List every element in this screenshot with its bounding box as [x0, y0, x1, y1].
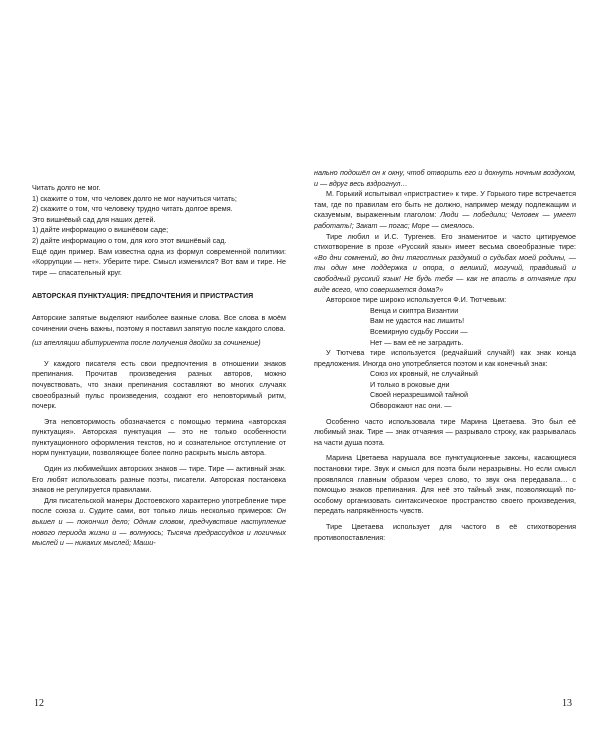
- verse-line: Всемирную судьбу России —: [370, 326, 468, 336]
- paragraph: Эта неповторимость обозначается с помощью термина «авторская пунктуация». Авторская пунктуация — это не только особенности пунктуационного оформления текстов, но и сознательное отступление от норм пунктуации, позволяющее более полно раскрыть мысль автора.: [32, 416, 286, 458]
- paragraph: Ещё один пример. Вам известна одна из формул современной политики: «Коррупции — нет». Уберите тире. Смысл изменился? Вот вам и тире. Не тире — спасательный круг.: [32, 246, 286, 277]
- paragraph: [32, 496, 286, 549]
- verse-block: [370, 306, 576, 348]
- text-line: 2) скажите о том, что человеку трудно читать долгое время.: [32, 204, 233, 214]
- right-page-text-column: [314, 168, 576, 543]
- right-page: [300, 0, 600, 750]
- verse-line: Союз их кровный, не случайный: [370, 369, 478, 379]
- text-line: 1) скажите о том, что человек долго не мог научиться читать;: [32, 193, 237, 203]
- paragraph: [314, 232, 576, 296]
- verse-line: Своей неразрешимой тайной: [370, 390, 469, 400]
- verse-line: Вам не удастся нас лишить!: [370, 316, 465, 326]
- paragraph: У Тютчева тире используется (редчайший случай!) как знак конца предложения. Иногда оно употребляется поэтом и как конечный знак:: [314, 348, 576, 368]
- union-word: и: [79, 506, 84, 516]
- paragraph-text: Для писательской манеры Достоевского характерно употребление тире после союза: [32, 495, 286, 516]
- verse-line: Нет — вам её не заградить.: [370, 337, 464, 347]
- paragraph-text: . Судите сами, вот только лишь несколько примеров:: [83, 506, 273, 516]
- paragraph: [314, 189, 576, 231]
- section-heading: АВТОРСКАЯ ПУНКТУАЦИЯ: ПРЕДПОЧТЕНИЯ И ПРИСТРАСТИЯ: [32, 293, 254, 301]
- example-quotes: Он вышел и — покончил дело; Одним словом, предчувствие наступление нового периода жизни и — волнуюсь; Тысяча предрассудков и логичных мыслей и — никаких мыслей; Маши-: [32, 506, 286, 548]
- paragraph: Особенно часто использовала тире Марина Цветаева. Это был её любимый знак. Тире — знак отчаяния — разрывало строку, как разрывалась на части душа поэта.: [314, 416, 576, 447]
- page-number: 12: [34, 698, 44, 709]
- verse-line: И только в роковые дни: [370, 379, 450, 389]
- verse-block: [370, 369, 576, 411]
- verse-line: Обворожают нас они. —: [370, 401, 452, 411]
- paragraph: Авторское тире широко используется Ф.И. Тютчевым:: [326, 295, 507, 305]
- paragraph: У каждого писателя есть свои предпочтения в отношении знаков препинания. Прочитав произведения разных авторов, можно почувствовать, что знаки препинания составляют во многих случаях своеобразный пульс произведения, создают его неповторимый ритм, почерк.: [32, 358, 286, 411]
- text-line: Читать долго не мог.: [32, 183, 101, 192]
- paragraph-text: Тире любил и И.С. Тургенев. Его знаменитое и часто цитируемое стихотворение в прозе «Русский язык» имеет весьма своеобразные тире:: [314, 231, 576, 252]
- page-number: 13: [562, 698, 572, 709]
- text-line: 1) дайте информацию о вишнёвом саде;: [32, 225, 169, 235]
- verse-line: Венца и скиптра Византии: [370, 305, 459, 315]
- paragraph: Один из любимейших авторских знаков — тире. Тире — активный знак. Его любят использовать разные поэты, писатели. Авторская постановка знаков не регулируется правилами.: [32, 464, 286, 495]
- paragraph-continuation: нально подошёл он к окну, чтоб отворить его и дохнуть ночным воздухом, и — вдруг весь вздрогнул…: [314, 168, 576, 188]
- text-line: Это вишнёвый сад для наших детей.: [32, 214, 156, 224]
- paragraph-text: М. Горький испытывал «пристрастие» к тире. У Горького тире встречается там, где по правилам его быть не должно, например между подлежащим и сказуемым, выраженным глаголом:: [314, 189, 576, 220]
- example-quotes: Люди — победили; Человек — умеет работать!; Закат — погас; Море — смеялось.: [314, 210, 577, 230]
- left-page-text-column: [32, 183, 286, 549]
- quote: «Во дни сомнений, во дни тягостных раздумий о судьбах моей родины, — ты один мне поддержка и опора, о великий, могучий, правдивый и свободный русский язык! Не будь тебя — как не впасть в отчаяние при виде всего, что совершается дома?»: [314, 252, 576, 294]
- text-line: 2) дайте информацию о том, для кого этот вишнёвый сад.: [32, 235, 227, 245]
- paragraph: Тире Цветаева использует для частого в её стихотворения противопоставления:: [314, 522, 576, 542]
- epigraph: Авторские запятые выделяют наиболее важные слова. Все слова в моём сочинении очень важны, поэтому я поставил запятую после каждого слова.: [32, 312, 286, 333]
- epigraph-source: (из апелляции абитуриента после получения двойки за сочинение): [32, 338, 261, 348]
- paragraph: Марина Цветаева нарушала все пунктуационные законы, касающиеся постановки тире. Звук и смысл для поэта были неразрывны. Но если смысл проявлялся главным образом через слово, то звук она передавала… с помощью знаков препинания. Для неё это тайный знак, позволяющий по-особому организовать синтаксическое пространство своего произведения, передать напряжённость чувств.: [314, 453, 576, 516]
